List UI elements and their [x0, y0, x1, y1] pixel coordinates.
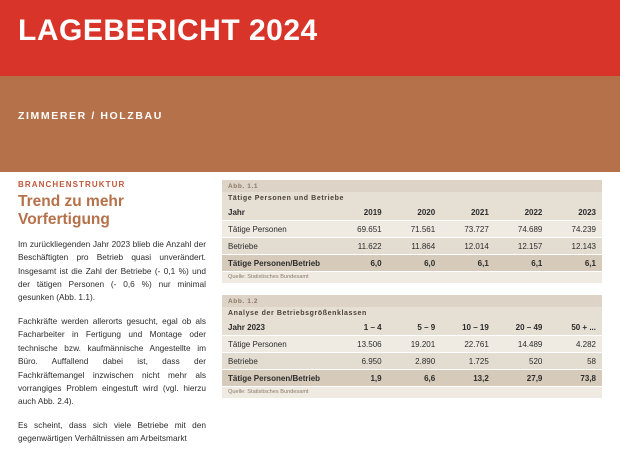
figure-1-1	[222, 180, 602, 283]
article-kicker: BRANCHENSTRUKTUR	[18, 180, 126, 189]
cell: 58	[548, 353, 602, 370]
figure-number: Abb. 1.2	[228, 298, 259, 305]
column-header: 1 – 4	[334, 319, 388, 336]
cell: 14.489	[495, 336, 549, 353]
figure-title: Tätige Personen und Betriebe	[222, 192, 602, 204]
cell: 2.890	[388, 353, 442, 370]
row-label: Tätige Personen	[222, 336, 334, 353]
column-header: 2021	[441, 204, 495, 221]
cell: 6,0	[334, 255, 388, 272]
cell: 6,1	[548, 255, 602, 272]
column-header: 2020	[388, 204, 442, 221]
row-label: Tätige Personen/Betrieb	[222, 255, 334, 272]
figure-number: Abb. 1.1	[228, 183, 259, 190]
figure-caption	[222, 180, 602, 192]
column-header: 5 – 9	[388, 319, 442, 336]
column-header: 50 + ...	[548, 319, 602, 336]
column-header: 2019	[334, 204, 388, 221]
cell: 74.689	[495, 221, 549, 238]
table-row	[222, 238, 602, 255]
table-header-row	[222, 319, 602, 336]
figure-1-2	[222, 295, 602, 398]
cell: 71.561	[388, 221, 442, 238]
figure-caption	[222, 295, 602, 307]
cell: 69.651	[334, 221, 388, 238]
column-header: 20 – 49	[495, 319, 549, 336]
row-label: Betriebe	[222, 353, 334, 370]
table-header-row	[222, 204, 602, 221]
column-header: Jahr 2023	[222, 319, 334, 336]
column-header: 10 – 19	[441, 319, 495, 336]
article-paragraph: Es scheint, dass sich viele Betriebe mit den gegenwärtigen Verhältnissen am Arbeitsmarkt	[18, 419, 206, 444]
table-row	[222, 370, 602, 387]
article-paragraph: Im zurückliegenden Jahr 2023 blieb die Anzahl der Beschäftigten pro Betrieb quasi unverändert. Insgesamt ist die Zahl der Betriebe (- 0,1 %) und der tätigen Personen (- 0,6 %) nur minimal gesunken (Abb. 1.1).	[18, 238, 206, 303]
row-label: Betriebe	[222, 238, 334, 255]
column-header: 2022	[495, 204, 549, 221]
cell: 6,0	[388, 255, 442, 272]
cell: 12.157	[495, 238, 549, 255]
row-label: Tätige Personen	[222, 221, 334, 238]
tables-column	[222, 180, 602, 410]
cell: 73.727	[441, 221, 495, 238]
cell: 6.950	[334, 353, 388, 370]
page-content	[0, 172, 620, 444]
article-column	[18, 180, 206, 456]
cell: 6,1	[495, 255, 549, 272]
figure-source: Quelle: Statistisches Bundesamt	[222, 272, 602, 283]
row-label: Tätige Personen/Betrieb	[222, 370, 334, 387]
cell: 1,9	[334, 370, 388, 387]
cell: 11.864	[388, 238, 442, 255]
column-header: 2023	[548, 204, 602, 221]
cell: 6,6	[388, 370, 442, 387]
article-headline: Trend zu mehr Vorfertigung	[18, 193, 124, 228]
cell: 74.239	[548, 221, 602, 238]
cell: 4.282	[548, 336, 602, 353]
cell: 13.506	[334, 336, 388, 353]
cell: 11.622	[334, 238, 388, 255]
column-header: Jahr	[222, 204, 334, 221]
cell: 12.143	[548, 238, 602, 255]
table-row	[222, 353, 602, 370]
article-paragraph: Fachkräfte werden allerorts gesucht, egal ob als Facharbeiter in Fertigung und Montage oder technische bzw. kaufmännische Angestellte im Büro. Auffallend dabei ist, dass der Fachkräftemangel inzwischen nicht mehr als vorrangiges Problem eingestuft wird (vgl. hierzu auch Abb. 2.4).	[18, 315, 206, 407]
table-row	[222, 221, 602, 238]
cell: 22.761	[441, 336, 495, 353]
cell: 520	[495, 353, 549, 370]
figure-title: Analyse der Betriebsgrößenklassen	[222, 307, 602, 319]
section-subtitle: ZIMMERER / HOLZBAU	[18, 110, 163, 122]
table-row	[222, 255, 602, 272]
page-title: LAGEBERICHT 2024	[18, 14, 318, 47]
cell: 1.725	[441, 353, 495, 370]
cell: 27,9	[495, 370, 549, 387]
cell: 19.201	[388, 336, 442, 353]
cell: 13,2	[441, 370, 495, 387]
data-table	[222, 204, 602, 272]
figure-source: Quelle: Statistisches Bundesamt	[222, 387, 602, 398]
section-band	[0, 76, 620, 172]
cell: 6,1	[441, 255, 495, 272]
cell: 73,8	[548, 370, 602, 387]
cell: 12.014	[441, 238, 495, 255]
data-table	[222, 319, 602, 387]
table-row	[222, 336, 602, 353]
